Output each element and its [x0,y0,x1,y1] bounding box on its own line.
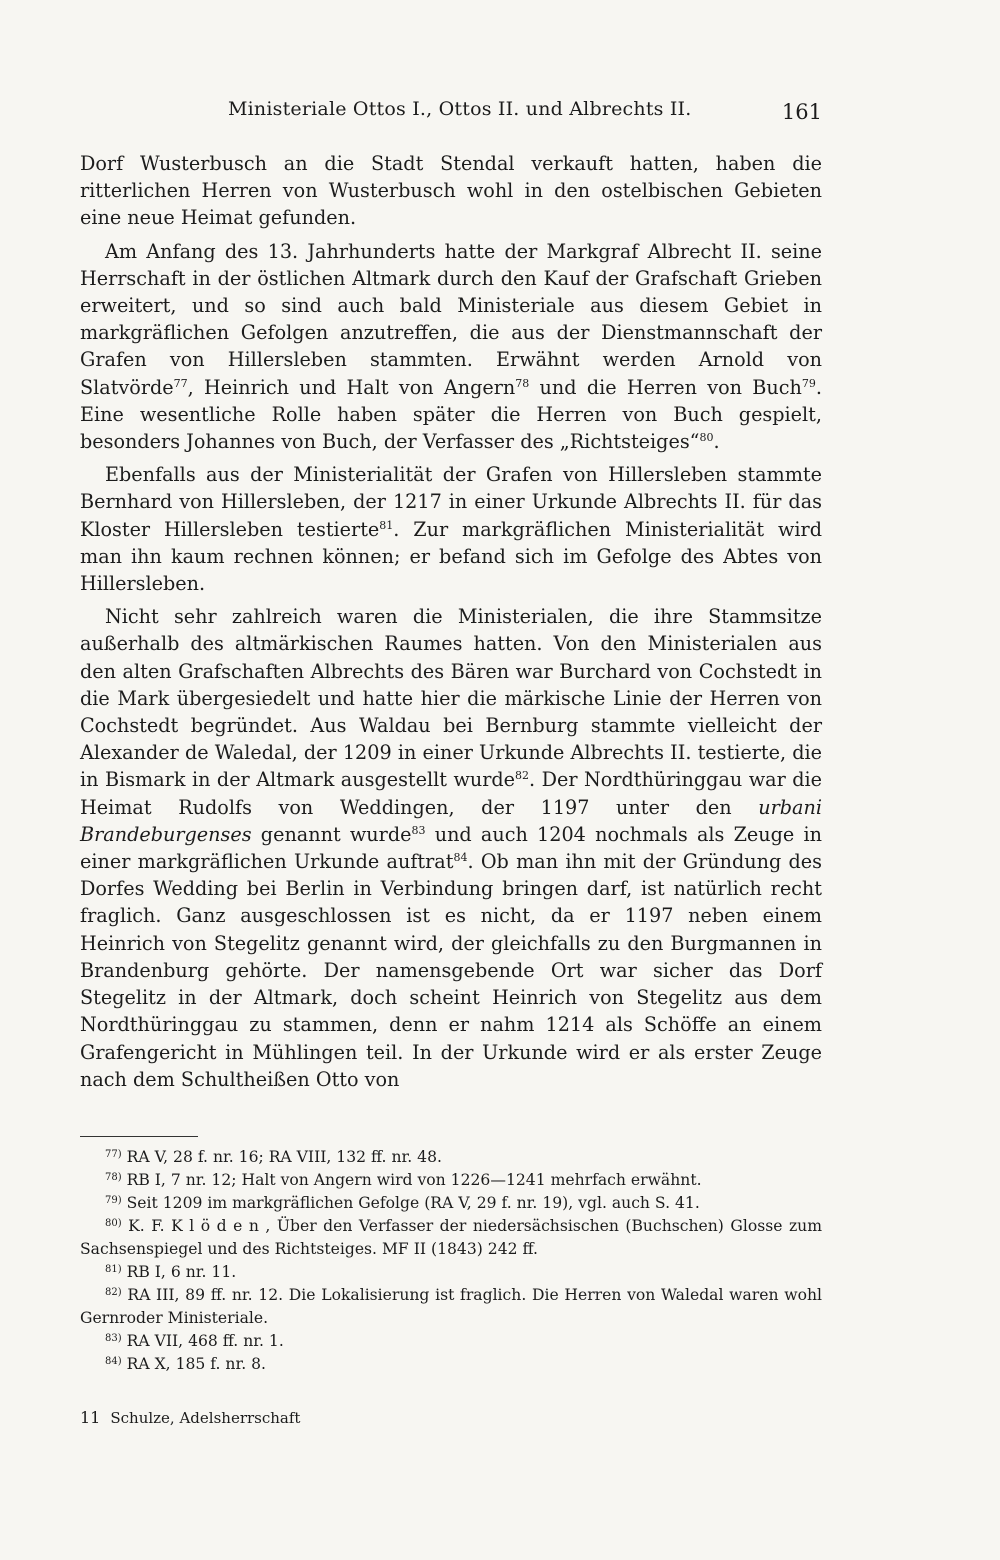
footnote-ref-83[interactable]: 83 [411,823,426,837]
footnotes [80,1146,822,1376]
paragraph-text: und die Herren von Buch [529,375,802,399]
paragraph-text: . [713,430,720,454]
footnote [80,1192,822,1215]
paragraph-2 [80,238,822,456]
paragraph-text: Ebenfalls aus der Ministerialität der Grafen von Hillersleben stammte Bernhard von Hillersleben, der 1217 in einer Urkunde Albrechts II. für das Kloster Hillersleben testierte [80,463,822,541]
footnote-text: RA VII, 468 ff. nr. 1. [126,1332,284,1350]
paragraph-4 [80,603,822,1093]
footnote-ref-84[interactable]: 84 [453,851,468,865]
footnote-marker: 80) [105,1218,122,1229]
footnote-ref-79[interactable]: 79 [801,376,816,390]
footnote-marker: 78) [105,1172,122,1183]
footnote-ref-77[interactable]: 77 [173,376,188,390]
footnote-ref-80[interactable]: 80 [699,431,714,445]
footnote [80,1284,822,1330]
paragraph-text: . Eine wesentliche Rolle haben später die Herren von Buch gespielt, besonders Johannes von Buch, der Verfasser des „Richtsteiges“ [80,375,822,454]
paragraph-text: Nicht sehr zahlreich waren die Ministerialen, die ihre Stammsitze außerhalb des altmärkischen Raumes hatten. Von den Ministerialen aus den alten Grafschaften Albrechts des Bären war Burchard von Cochstedt in die Mark übergesiedelt und hatte hier die märkische Linie der Herren von Cochstedt begründet. Aus Waldau bei Bernburg stammte vielleicht der Alexander de Waledal, der 1209 in einer Urkunde Albrechts II. testierte, die in Bismark in der Altmark ausgestellt wurde [80,605,822,792]
paragraph-1 [80,150,822,232]
paragraph-text: , Heinrich und Halt von Angern [187,375,516,399]
footnote-marker: 81) [105,1264,122,1275]
paragraph-text: genannt wurde [251,822,412,846]
signature-number: 11 [80,1408,101,1427]
footnote-text: K. F. K l ö d e n , Über den Verfasser der niedersächsischen (Buchschen) Glosse zum Sachsenspiegel und des Richtsteiges. MF II (1843) 242 ff. [80,1217,822,1258]
page-number: 161 [781,100,822,124]
footnote-marker: 83) [105,1333,122,1344]
footnote-marker: 77) [105,1149,122,1160]
paragraph-text: . Ob man ihn mit der Gründung des Dorfes Wedding bei Berlin in Verbindung bringen darf, ist natürlich recht fraglich. Ganz ausgeschlossen ist es nicht, da er 1197 neben einem Heinrich von Stegelitz genannt wird, der gleichfalls zu den Burgmannen in Brandenburg gehörte. Der namensgebende Ort war sicher das Dorf Stegelitz in der Altmark, doch scheint Heinrich von Stegelitz aus dem Nordthüringgau zu stammen, denn er nahm 1214 als Schöffe an einem Grafengericht in Mühlingen teil. In der Urkunde wird er als erster Zeuge nach dem Schultheißen Otto von [80,850,822,1091]
footnote [80,1215,822,1261]
footnote [80,1146,822,1169]
running-header [80,98,822,138]
footnote-divider [80,1136,198,1137]
paragraph-text: . Zur markgräflichen Ministerialität wird man ihn kaum rechnen können; er befand sich im Gefolge des Abtes von Hillersleben. [80,517,822,596]
running-title: Ministeriale Ottos I., Ottos II. und Albrechts II. [228,98,692,120]
paragraph-text: Am Anfang des 13. Jahrhunderts hatte der Markgraf Albrecht II. seine Herrschaft in der östlichen Altmark durch den Kauf der Grafschaft Grieben erweitert, und so sind auch bald Ministeriale aus diesem Gebiet in markgräflichen Gefolgen anzutreffen, die aus der Dienstmannschaft der Grafen von Hillersleben stammten. Erwähnt werden Arnold von Slatvörde [80,239,822,399]
paragraph-text: und auch 1204 nochmals als Zeuge in einer markgräflichen Urkunde auftrat [80,822,823,874]
footnote [80,1261,822,1284]
signature-text: Schulze, Adelsherrschaft [110,1409,301,1427]
footnote [80,1330,822,1353]
footnote-marker: 84) [105,1356,122,1367]
footnote-text: RA V, 28 f. nr. 16; RA VIII, 132 ff. nr. 48. [126,1148,442,1166]
footnote-text: Seit 1209 im markgräflichen Gefolge (RA V, 29 f. nr. 19), vgl. auch S. 41. [126,1194,700,1212]
footnote-ref-82[interactable]: 82 [515,769,530,783]
footnote-ref-81[interactable]: 81 [379,518,394,532]
main-text [80,150,822,1093]
footnote [80,1169,822,1192]
footnote-text: RB I, 7 nr. 12; Halt von Angern wird von 1226—1241 mehrfach erwähnt. [126,1171,702,1189]
printer-signature-line [80,1408,300,1427]
paragraph-3 [80,461,822,597]
paragraph-text: . Der Nordthüringgau war die Heimat Rudolfs von Weddingen, der 1197 unter den [80,768,822,819]
italic-latin-term: urbani Brandeburgenses [80,795,822,846]
footnote-text: RB I, 6 nr. 11. [126,1263,237,1281]
footnote-text: RA III, 89 ff. nr. 12. Die Lokalisierung ist fraglich. Die Herren von Waledal waren wohl Gernroder Ministeriale. [80,1286,822,1327]
footnote-ref-78[interactable]: 78 [515,376,530,390]
paragraph-text: Dorf Wusterbusch an die Stadt Stendal verkauft hatten, haben die ritterlichen Herren von Wusterbusch wohl in den ostelbischen Gebieten eine neue Heimat gefunden. [80,152,822,230]
footnote-marker: 79) [105,1195,122,1206]
footnote-text: RA X, 185 f. nr. 8. [126,1355,267,1373]
footnote [80,1353,822,1376]
footnote-marker: 82) [105,1287,122,1298]
